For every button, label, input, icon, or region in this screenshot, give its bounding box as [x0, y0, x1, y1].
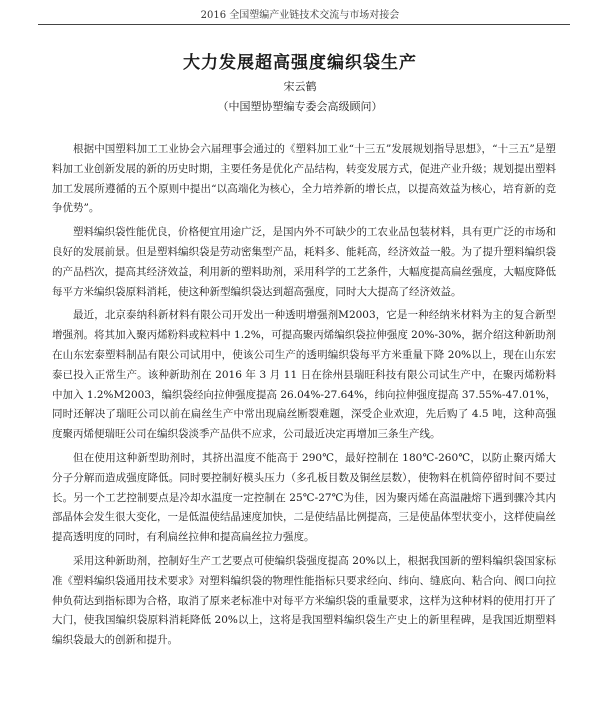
paragraph: 塑料编织袋性能优良，价格便宜用途广泛，是国内外不可缺少的工农业品包装材料，具有更广泛的市场和良好的发展前景。但是塑料编织袋是劳动密集型产品，耗料多、能耗高，经济效益一般。为了提升塑料编织袋的产品档次，提高其经济效益，利用新的塑料助剂，采用科学的工艺条件，大幅度提高扁丝强度，大幅度降低每平方米编织袋原料消耗，使这种新型编织袋达到超高强度，同时大大提高了经济效益。 [52, 226, 556, 298]
paragraph: 但在使用这种新型助剂时，其挤出温度不能高于 290℃，最好控制在 180℃-260℃，以防止聚丙烯大分子分解而造成强度降低。同时要控制好模头压力（多孔板目数及铜丝层数），使物料在机筒停留时间不要过长。另一个工艺控制要点是冷却水温度一定控制在 25℃-27℃为佳，因为聚丙烯在高温融熔下遇到骤冷其内部晶体会发生很大变化，一是低温使结晶速度加快，二是使结晶比例提高，三是使晶体型状变小，这样使扁丝提高透明度的同时，有利扁丝拉伸和提高扁丝拉力强度。 [52, 451, 556, 544]
header-rule [38, 24, 570, 25]
article-author: 宋云鹤 [283, 80, 317, 93]
paragraph: 最近，北京泰纳科新材料有限公司开发出一种透明增强剂M2003，它是一种经纳米材料为主的复合新型增强剂。将其加入聚丙烯粉料或粒料中 1.2%，可提高聚丙烯编织袋拉伸强度 20%-30%，据介绍这种新助剂在山东宏泰塑料制品有限公司试用中，使该公司生产的透明编织袋每平方米重量下降 20%以上，现在山东宏泰已投入正常生产。该种新助剂在 2016 年 3 月 11 日在徐州县瑞旺科技有限公司试生产中，在聚丙烯粉料中加入 1.2%M2003，编织袋经向拉伸强度提高 26.04%-27.64%，纬向拉伸强度提高 37.55%-47.01%，同时还解决了瑞旺公司以前在扁丝生产中常出现扁丝断裂难题，深受企业欢迎，先后购了 4.5 吨，这种高强度聚丙烯便瑞旺公司在编织袋淡季产品供不应求，公司最近决定再增加三条生产线。 [52, 309, 556, 441]
running-header: 2016 全国塑编产业链技术交流与市场对接会 [200, 10, 400, 21]
paragraph: 根据中国塑料加工工业协会六届理事会通过的《塑料加工业“十三五”发展规划指导思想》，“十三五”是塑料加工业创新发展的新的历史时期，主要任务是优化产品结构，转变发展方式，促进产业升级；规划提出塑料加工发展所遵循的五个原则中提出“以高端化为核心，全力培养新的增长点，以提高效益为核心，培育新的竞争优势”。 [52, 143, 556, 215]
article-body [52, 140, 556, 655]
article-title: 大力发展超高强度编织袋生产 [183, 53, 417, 73]
article-affiliation: （中国塑协塑编专委会高级顾问） [217, 100, 383, 113]
paragraph: 采用这种新助剂，控制好生产工艺要点可使编织袋强度提高 20%以上，根据我国新的塑料编织袋国家标准《塑料编织袋通用技术要求》对塑料编织袋的物理性能指标只要求经向、纬向、缝底向、粘合向、阀口向拉伸负荷达到指标即为合格，取消了原来老标准中对每平方米编织袋的重量要求，这样为这种材料的使用打开了大门，使我国编织袋原料消耗降低 20%以上，这将是我国塑料编织袋生产史上的新里程碑，是我国近期塑料编织袋最大的创新和提升。 [52, 554, 556, 647]
